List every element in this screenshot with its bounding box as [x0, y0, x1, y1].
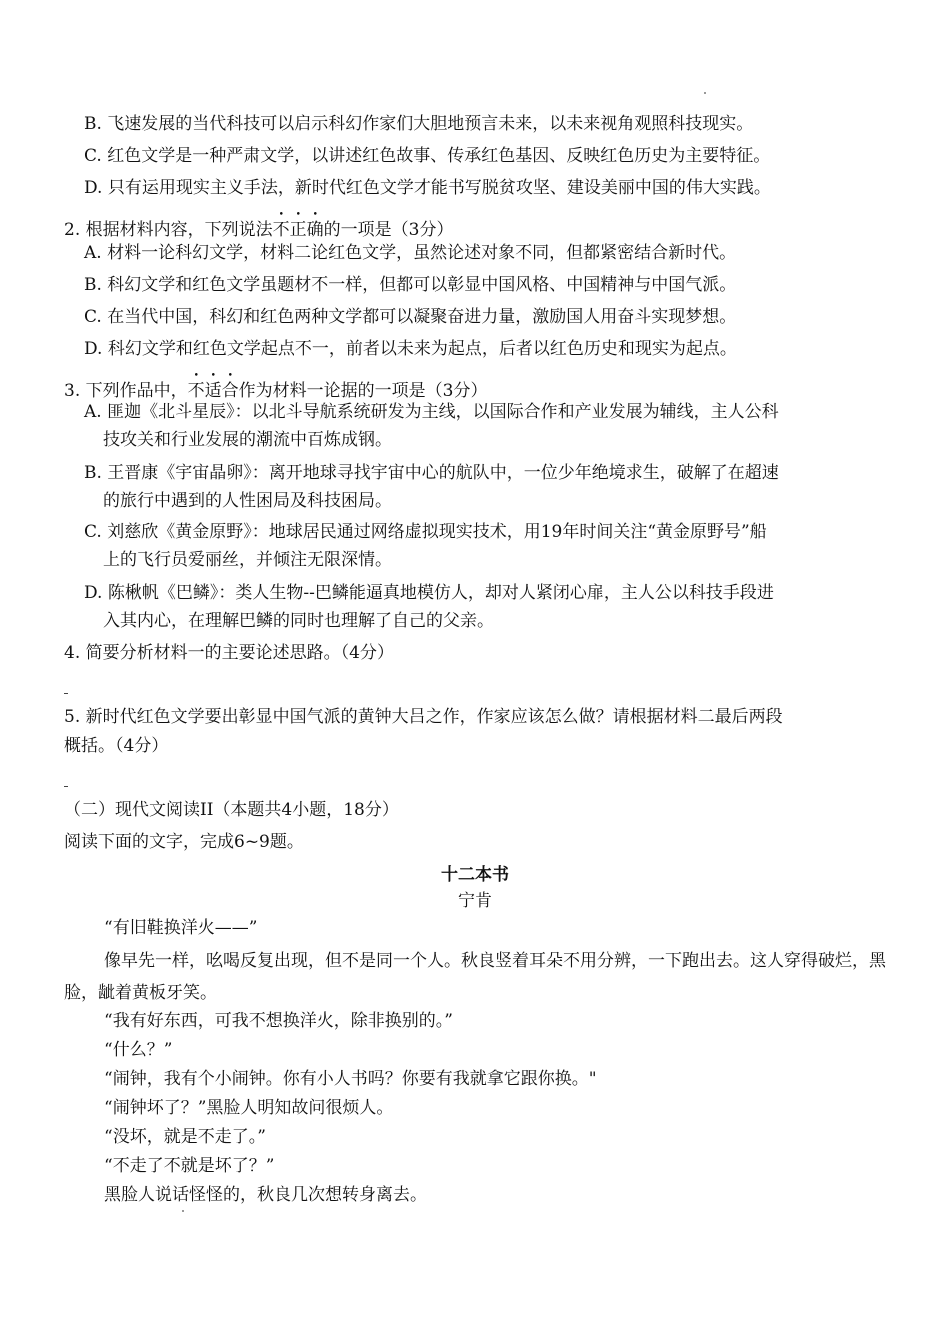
story-paragraph: “有旧鞋换洋火——” — [104, 918, 258, 938]
q4-stem: 4. 简要分析材料一的主要论述思路。（4分） — [64, 643, 394, 663]
q3-stem-post: 作为材料一论据的一项是（3分） — [238, 381, 488, 401]
q2-option-a: A. 材料一论科幻文学，材料二论红色文学，虽然论述对象不同，但都紧密结合新时代。 — [84, 243, 737, 263]
q3-option-a: A. 匪迦《北斗星辰》：以北斗导航系统研发为主线，以国际合作和产业发展为辅线，主人公科 — [84, 402, 779, 422]
scan-speck — [182, 1210, 184, 1212]
q2-stem-post: 的一项是（3分） — [323, 220, 454, 240]
q5-stem-cont: 概括。（4分） — [64, 736, 169, 756]
q2-option-d: D. 科幻文学和红色文学起点不一，前者以未来为起点，后者以红色历史和现实为起点。 — [84, 339, 737, 359]
q2-option-b: B. 科幻文学和红色文学虽题材不一样，但都可以彰显中国风格、中国精神与中国气派。 — [84, 275, 737, 295]
story-paragraph: “什么？” — [104, 1040, 173, 1060]
section2-heading: （二）现代文阅读II（本题共4小题，18分） — [64, 800, 399, 820]
story-paragraph: “没坏，就是不走了。” — [104, 1127, 266, 1147]
q3-option-d: D. 陈楸帆《巴鳞》：类人生物--巴鳞能逼真地模仿人，却对人紧闭心扉，主人公以科技手段进 — [84, 583, 774, 603]
q3-option-d-cont: 入其内心，在理解巴鳞的同时也理解了自己的父亲。 — [103, 611, 494, 631]
section2-instruction: 阅读下面的文字，完成6~9题。 — [64, 832, 304, 852]
scan-speck — [704, 92, 706, 94]
q3-stem — [64, 371, 487, 402]
story-paragraph: “我有好东西，可我不想换洋火，除非换别的。” — [104, 1011, 453, 1031]
q3-stem-pre: 3. 下列作品中， — [64, 381, 188, 401]
story-author: 宁肯 — [458, 891, 492, 911]
q1-option-b: B. 飞速发展的当代科技可以启示科幻作家们大胆地预言未来，以未来视角观照科技现实。 — [84, 114, 754, 134]
q5-stem: 5. 新时代红色文学要出彰显中国气派的黄钟大吕之作，作家应该怎么做？请根据材料二最后两段 — [64, 707, 783, 727]
q2-stem-emphasis: 不正确 — [272, 220, 324, 240]
answer-space-mark — [64, 693, 68, 694]
story-paragraph: “闹钟坏了？”黑脸人明知故问很烦人。 — [104, 1098, 394, 1118]
q3-option-c-cont: 上的飞行员爱丽丝，并倾注无限深情。 — [103, 550, 392, 570]
q2-option-c: C. 在当代中国，科幻和红色两种文学都可以凝聚奋进力量，激励国人用奋斗实现梦想。 — [84, 307, 737, 327]
story-paragraph: “不走了不就是坏了？” — [104, 1156, 275, 1176]
story-paragraph: 像早先一样，吆喝反复出现，但不是同一个人。秋良竖着耳朵不用分辨，一下跑出去。这人穿得破烂，黑脸，龇着黄板牙笑。 — [64, 951, 886, 1003]
q2-stem — [64, 210, 453, 241]
q2-stem-pre: 2. 根据材料内容，下列说法 — [64, 220, 273, 240]
q3-option-c: C. 刘慈欣《黄金原野》：地球居民通过网络虚拟现实技术，用19年时间关注“黄金原野号”船 — [84, 522, 767, 542]
q1-option-d: D. 只有运用现实主义手法，新时代红色文学才能书写脱贫攻坚、建设美丽中国的伟大实践。 — [84, 178, 771, 198]
q3-stem-emphasis: 不适合 — [187, 381, 239, 401]
story-title: 十二本书 — [441, 865, 509, 885]
q3-option-b-cont: 的旅行中遇到的人性困局及科技困局。 — [103, 491, 392, 511]
q3-option-a-cont: 技攻关和行业发展的潮流中百炼成钢。 — [103, 430, 392, 450]
answer-space-mark — [64, 786, 68, 787]
q3-option-b: B. 王晋康《宇宙晶卵》：离开地球寻找宇宙中心的航队中，一位少年绝境求生，破解了在超速 — [84, 463, 779, 483]
story-paragraph: 黑脸人说话怪怪的，秋良几次想转身离去。 — [104, 1185, 427, 1205]
q1-option-c: C. 红色文学是一种严肃文学，以讲述红色故事、传承红色基因、反映红色历史为主要特征。 — [84, 146, 771, 166]
story-paragraph: “闹钟，我有个小闹钟。你有小人书吗？你要有我就拿它跟你换。" — [104, 1069, 597, 1089]
